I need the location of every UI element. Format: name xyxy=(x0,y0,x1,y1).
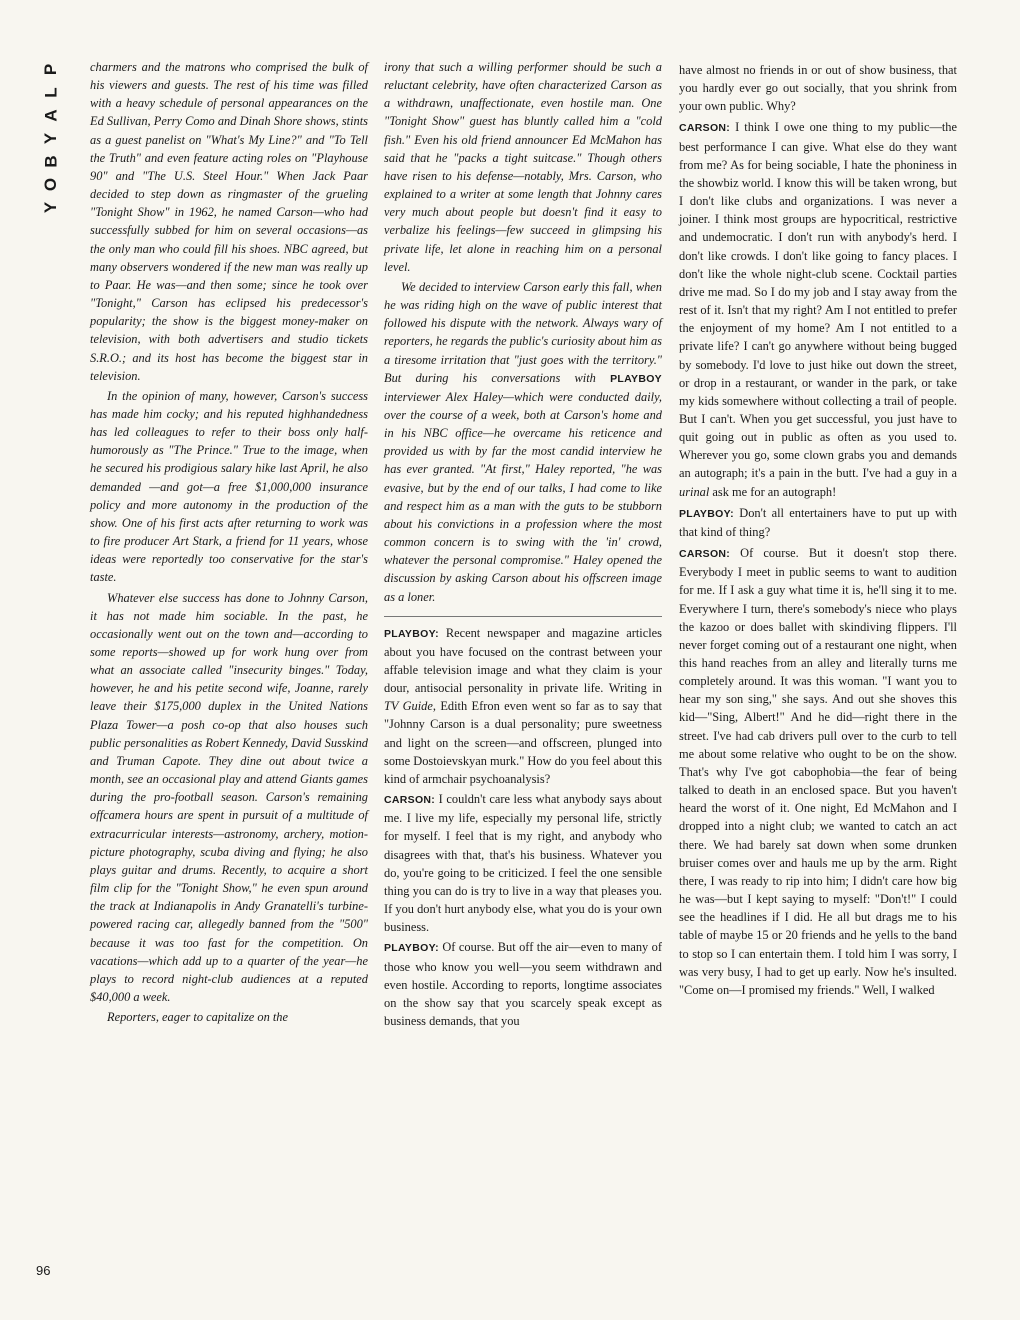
column-right xyxy=(679,58,957,999)
masthead-letter: L xyxy=(41,87,61,98)
emphasis-word: urinal xyxy=(679,484,710,499)
intro-text: interviewer Alex Haley—which were conducted daily, over the course of a week, both at Carson's home and in his NBC office—he overcame his reticence and provided us with by far the most candid interview he has ever granted. "At first," Haley reported, "he was evasive, but by the end of our talks, I had come to like and respect him as a man with the guts to be stubborn about his convictions in a profession where the most common concern is to swing with the 'in' crowd, whatever the personal compromise." Haley opened the discussion by asking Carson about his offscreen image as a loner. xyxy=(384,389,662,604)
magazine-name: PLAYBOY xyxy=(610,372,662,385)
question-continuation: have almost no friends in or out of show business, that you hardly ever go out socially, that you shrink from your own public. Why? xyxy=(679,63,957,114)
interview-question xyxy=(679,504,957,541)
speaker-label: CARSON: xyxy=(679,548,731,561)
interview-answer xyxy=(679,118,957,500)
intro-paragraph: Whatever else success has done to Johnny Carson, it has not made him sociable. In the past, he occasionally went out on the town and—according to some reports—showed up for work hung over from what an associate called "insecurity binges." Today, however, he and his petite second wife, Joanne, rarely leave their $175,000 duplex in the United Nations Plaza Tower—a posh co-op that also houses such public personalities as Robert Kennedy, David Susskind and Truman Capote. They dine out about twice a month, see an occasional play and attend Giants games during the pro-football season. Carson's remaining offcamera hours are spent in pursuit of a multitude of extracurricular interests—astronomy, archery, motion-picture photography, scuba diving and flying; he also plays guitar and drums. Recently, to acquire a short film clip for the "Tonight Show," he even spun around the track at Indianapolis in Andy Granatelli's turbine-powered racing car, allegedly banned from the "500" because it was too fast for the competition. On vacations—which add up to a quarter of the year—he plays to record night-club audiences at a reputed $40,000 a week. xyxy=(90,590,368,1004)
question-text: , Edith Efron even went so far as to say that "Johnny Carson is a dual personality; pure sweetness and light on the screen—and offscreen, plunged into some Dostoievskyan murk." How do you feel about this kind of armchair psychoanalysis? xyxy=(384,699,662,786)
interview-question xyxy=(384,624,662,788)
masthead-letter: Y xyxy=(41,132,61,145)
intro-paragraph: Reporters, eager to capitalize on the xyxy=(107,1010,289,1025)
answer-text: ask me for an autograph! xyxy=(709,484,837,499)
section-divider xyxy=(384,616,662,617)
masthead-letter: P xyxy=(41,63,61,76)
speaker-label: PLAYBOY: xyxy=(679,507,734,520)
interview-answer xyxy=(679,544,957,999)
speaker-label: PLAYBOY: xyxy=(384,942,439,955)
page-number: 96 xyxy=(36,1263,51,1278)
masthead-letter: Y xyxy=(41,201,61,214)
intro-paragraph xyxy=(384,278,662,606)
masthead-letter: A xyxy=(41,109,61,122)
speaker-label: CARSON: xyxy=(384,794,436,807)
intro-paragraph: irony that such a willing performer should be such a reluctant celebrity, have often characterized Carson as a withdrawn, unaffectionate, even hostile man. One "Tonight Show" guest has bluntly called him a "cold fish." Even his old friend announcer Ed McMahon has said that he "packs a tight suitcase." Though others have risen to his defense—notably, Mrs. Carson, who explained to a writer at some length that Johnny cares very much about people but doesn't find it easy to verbalize his feelings—few succeed in glimpsing his private life, let alone in reaching him on a personal level. xyxy=(384,60,662,274)
intro-paragraph: charmers and the matrons who comprised the bulk of his viewers and guests. The rest of his time was filled with a heavy schedule of personal appearances on the Ed Sullivan, Perry Como and Dinah Shore shows, stints as a guest panelist on "What's My Line?" and "To Tell the Truth" and even feature acting roles on "Playhouse 90" and "The U.S. Steel Hour." When Jack Paar decided to step down as ringmaster of the grueling "Tonight Show" in 1962, he named Carson—who had successfully subbed for him on several occasions—as the only man who could fill his shoes. NBC agreed, but many observers wondered if the new man was really up to Paar. He was—and then some; since he took over "Tonight," Carson has eclipsed his predecessor's popularity; the show is the biggest money-maker on television, with both advertisers and studio tickets S.R.O.; and its host has become the biggest star in television. xyxy=(90,60,368,383)
speaker-label: CARSON: xyxy=(679,122,731,135)
masthead-letter: B xyxy=(41,155,61,168)
column-left xyxy=(90,58,368,1026)
question-text: Recent newspaper and magazine articles about you have focused on the contrast between your affable television image and what they claim is your dour, antisocial personality in private life. Writing in xyxy=(384,625,662,696)
answer-text: I think I owe one thing to my public—the best performance I can give. What else do they want from me? As for being sociable, I hate the phoniness in the showbiz world. I know this will be taken wrong, but I don't like clubs and organizations. I was never a joiner. I think most groups are hypocritical, restrictive and undemocratic. I don't run with anybody's herd. I don't like crowds. I don't like going to fancy places. I don't like the whole night-club scene. Cocktail parties drive me mad. So I do my job and I stay away from the rest of it. Isn't that my right? Am I not entitled to prefer the enjoyment of my home? Am I not entitled to a private life? I can't go anywhere without being bugged by somebody. I'd love to just hike out down the street, or drop in a restaurant, or wander in the park, or take my kids somewhere without collecting a trail of people. But I can't. When you get successful, you just have to quit going out in public as often as you used to. Wherever you go, some clown grabs you and demands an autograph; it's a pain in the butt. I've had a guy in a xyxy=(679,120,957,481)
column-middle xyxy=(384,58,662,1030)
answer-text: Of course. But it doesn't stop there. Everybody I meet in public seems to want to audition for me. If I ask a guy what time it is, he'll sing it to me. Everywhere I turn, there's somebody's niece who plays the kazoo or does ballet with skindiving flippers. I'll never forget coming out of a restaurant one night, when this hand reaches from an alley and literally turns me completely around. It was this woman. "I want you to hear my son sing," she says. And out she shoves this kid—"Sing, Albert!" And he did—right there in the street. I've had cab drivers pull over to the curb to tell me about some relative who ought to be on the show. That's why I've got cabophobia—the fear of being talked to death in an enclosed space. But you haven't heard the worst of it. One night, Ed McMahon and I dropped into a night club; we wanted to catch an act there. We had barely sat down when some drunken bruiser comes over and hauls me up by the arm. Right there, I was ready to rip into him; I didn't care how big he was—but I kept saying to myself: "Don't!" I could see the headlines if I did. He all but drags me to his table of maybe 15 or 20 friends and he yells to the band to stop so I can entertain them. I told him I was sorry, I was very busy, I had to get up early. Now he's insulted. "Come on—I promised my friends." Well, I walked xyxy=(679,546,957,997)
masthead-letter: O xyxy=(41,177,61,192)
question-text: Of course. But off the air—even to many of those who know you well—you seem withdrawn and even hostile. According to reports, longtime associates on the show say that you scarcely speak except as business demands, that you xyxy=(384,940,662,1028)
question-text: Don't all entertainers have to put up with that kind of thing? xyxy=(679,505,957,539)
interview-question xyxy=(384,938,662,1030)
interview-answer xyxy=(384,790,662,936)
intro-paragraph: In the opinion of many, however, Carson's success has made him cocky; and his reputed highhandedness has led colleagues to refer to their boss only half-humorously as "The Prince." True to the image, when he secured his prodigious salary hike last April, he also demanded —and got—a free $1,000,000 insurance policy and more autonomy in the production of the show. One of his first acts after returning to work was to fire producer Art Stark, a friend for 11 years, whose ideas were reportedly too conservative for the star's taste. xyxy=(90,388,368,585)
publication-name: TV Guide xyxy=(384,699,433,714)
intro-text: We decided to interview Carson early this fall, when he was riding high on the wave of public interest that followed his dispute with the network. Always wary of reporters, he regards the public's curiosity about him as a tiresome irritation that "just goes with the territory." But during his conversations with xyxy=(384,279,662,385)
answer-text: I couldn't care less what anybody says about me. I live my life, especially my personal life, strictly for myself. I feel that is my right, and anybody who disagrees with that, that's his business. Whatever you do, you're going to be criticized. I feel the one sensible thing you can do is try to live in a way that pleases you. If you don't hurt anybody else, what you do is your own business. xyxy=(384,792,662,935)
playboy-masthead xyxy=(36,58,66,219)
speaker-label: PLAYBOY: xyxy=(384,627,439,640)
